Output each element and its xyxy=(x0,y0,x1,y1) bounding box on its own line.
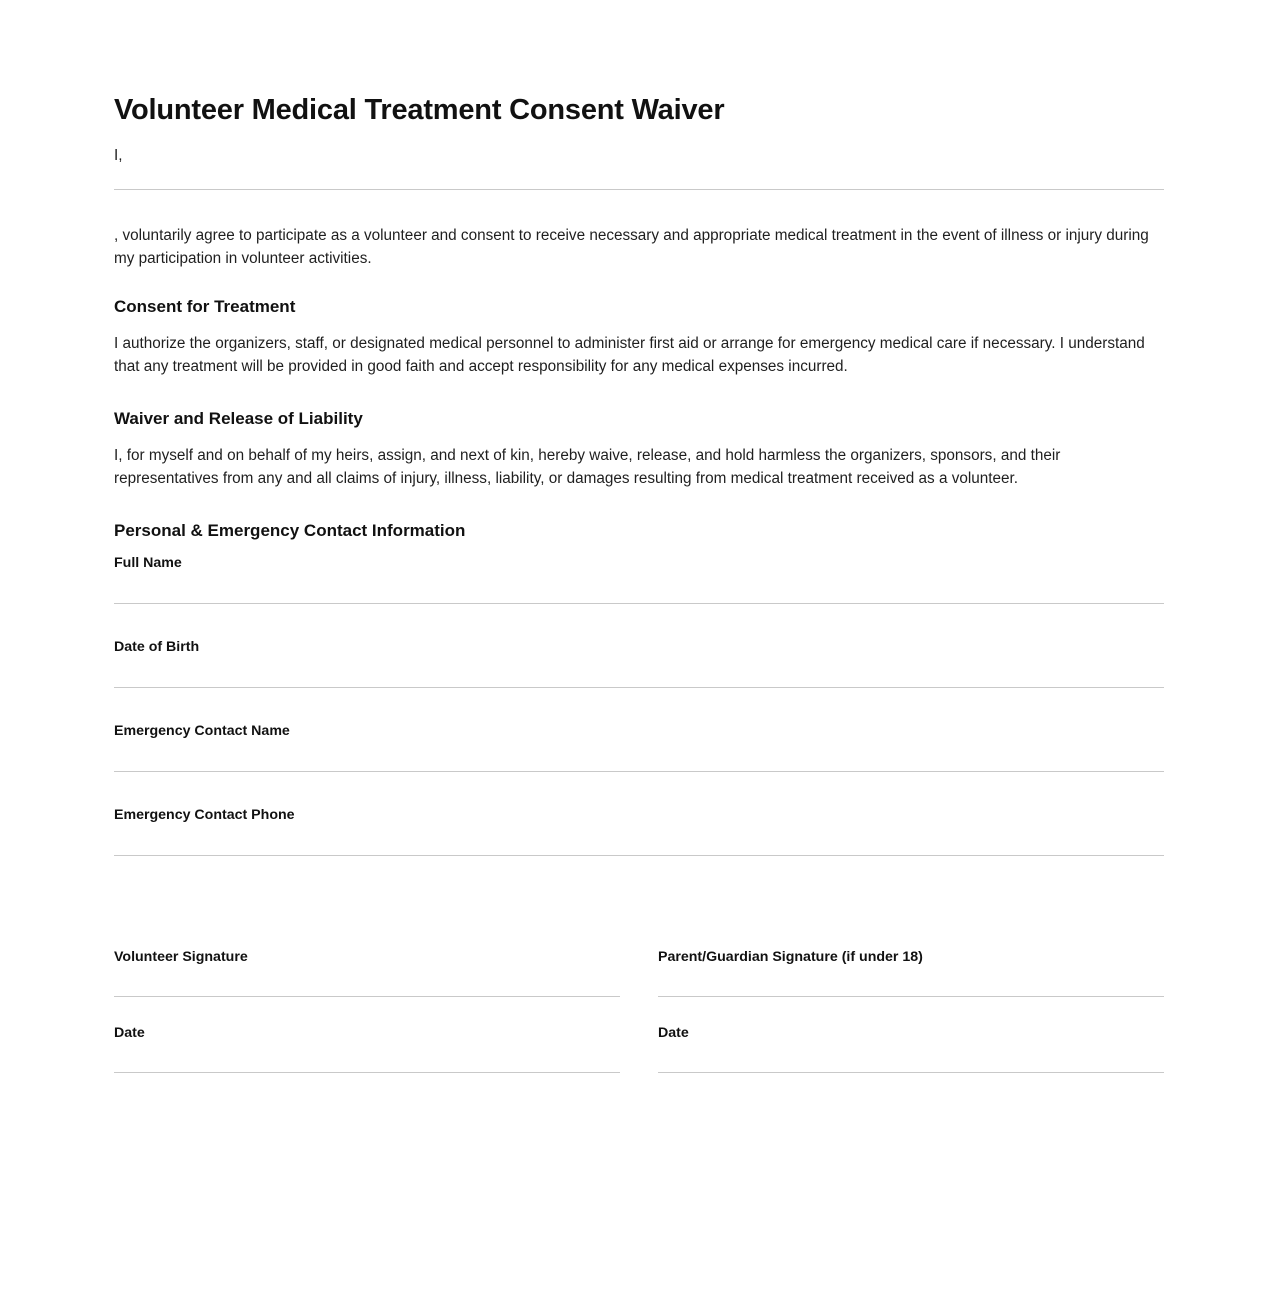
section-body-waiver: I, for myself and on behalf of my heirs, assign, and next of kin, hereby waive, release, and hold harmless the organizers, sponsors, and their representatives from any and all claims of injury, illness, liability, or damages resulting from medical treatment received as a volunteer. xyxy=(114,447,1061,487)
field-input-volunteer-date[interactable] xyxy=(114,1072,620,1073)
field-label-date-of-birth: Date of Birth xyxy=(114,639,200,655)
section-heading-contact-info: Personal & Emergency Contact Information xyxy=(114,521,466,540)
field-volunteer-signature[interactable] xyxy=(114,948,620,1024)
field-input-emergency-contact-phone[interactable] xyxy=(114,855,1164,856)
field-label-emergency-contact-name: Emergency Contact Name xyxy=(114,723,290,739)
field-label-volunteer-date: Date xyxy=(114,1025,145,1041)
document-content xyxy=(114,92,1164,1100)
section-heading-waiver: Waiver and Release of Liability xyxy=(114,409,363,428)
field-input-guardian-date[interactable] xyxy=(658,1072,1164,1073)
field-emergency-contact-name[interactable] xyxy=(114,718,1164,802)
field-guardian-date[interactable] xyxy=(658,1024,1164,1100)
field-label-guardian-date: Date xyxy=(658,1025,689,1041)
signature-column-left xyxy=(114,948,620,1100)
field-volunteer-date[interactable] xyxy=(114,1024,620,1100)
field-input-guardian-signature[interactable] xyxy=(658,996,1164,997)
page-title: Volunteer Medical Treatment Consent Waiver xyxy=(114,94,725,126)
name-entry-rule xyxy=(114,189,1164,190)
field-full-name[interactable] xyxy=(114,550,1164,634)
salutation-text: I, xyxy=(114,147,123,164)
section-body-consent: I authorize the organizers, staff, or designated medical personnel to administer first aid or arrange for emergency medical care if necessary. I understand that any treatment will be provided in good faith and accept responsibility for any medical expenses incurred. xyxy=(114,335,1145,375)
signature-section xyxy=(114,948,1164,1100)
field-label-volunteer-signature: Volunteer Signature xyxy=(114,949,248,965)
section-heading-consent: Consent for Treatment xyxy=(114,297,296,316)
intro-paragraph: , voluntarily agree to participate as a volunteer and consent to receive necessary and appropriate medical treatment in the event of illness or injury during my participation in volunteer activities. xyxy=(114,227,1149,267)
field-input-date-of-birth[interactable] xyxy=(114,687,1164,688)
field-guardian-signature[interactable] xyxy=(658,948,1164,1024)
field-input-emergency-contact-name[interactable] xyxy=(114,771,1164,772)
field-input-full-name[interactable] xyxy=(114,603,1164,604)
signature-column-right xyxy=(658,948,1164,1100)
field-date-of-birth[interactable] xyxy=(114,634,1164,718)
field-label-emergency-contact-phone: Emergency Contact Phone xyxy=(114,807,295,823)
contact-fields xyxy=(114,550,1164,886)
section-consent-for-treatment xyxy=(114,296,1164,378)
section-waiver-and-release xyxy=(114,408,1164,490)
field-input-volunteer-signature[interactable] xyxy=(114,996,620,997)
field-emergency-contact-phone[interactable] xyxy=(114,802,1164,886)
field-label-guardian-signature: Parent/Guardian Signature (if under 18) xyxy=(658,949,923,965)
section-personal-emergency-contact xyxy=(114,520,1164,886)
field-label-full-name: Full Name xyxy=(114,555,182,571)
